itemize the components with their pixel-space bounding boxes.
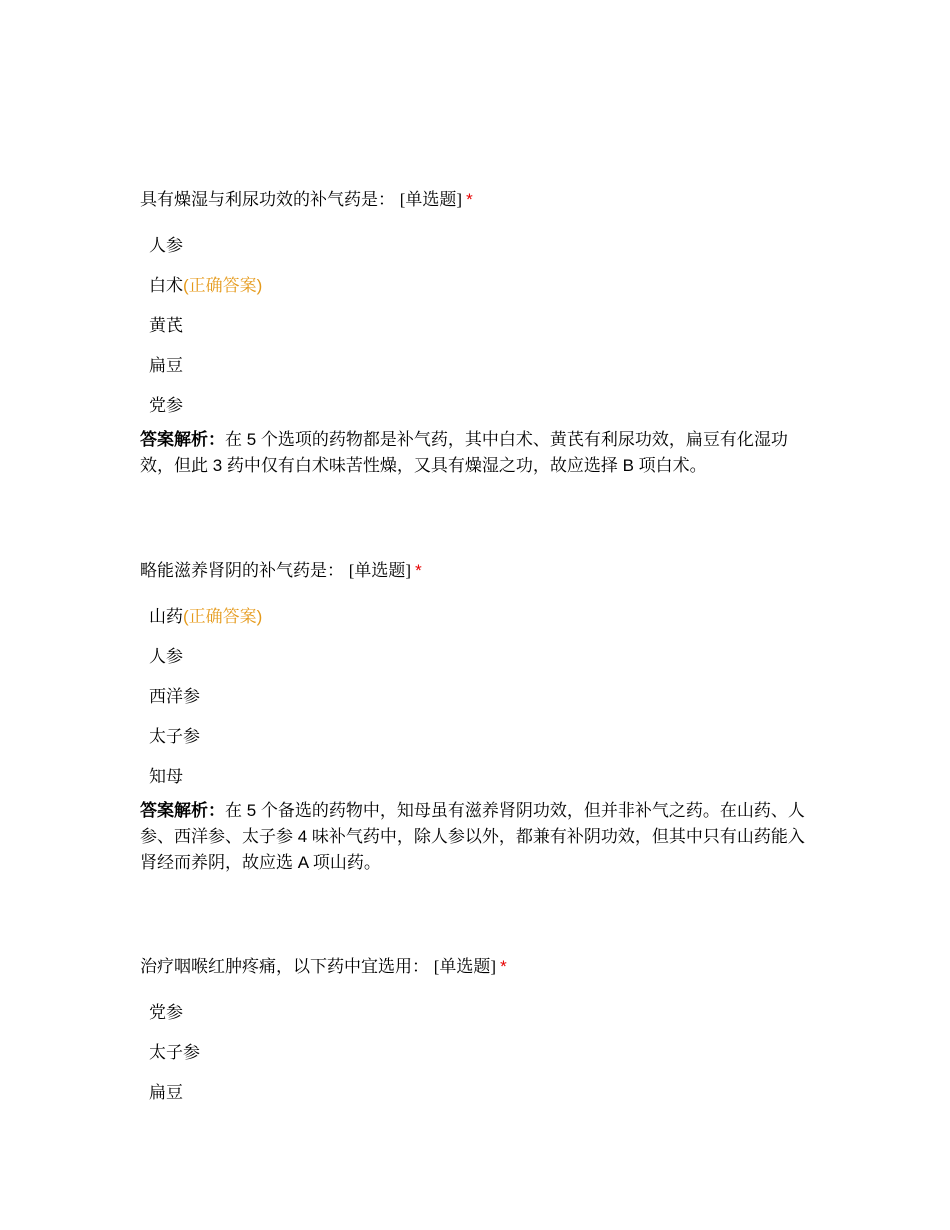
question-text: 略能滋养肾阴的补气药是： xyxy=(140,561,344,580)
question-3 xyxy=(140,956,820,1104)
option-label: 白术 xyxy=(149,276,183,295)
analysis-label: 答案解析： xyxy=(140,430,225,449)
option-item[interactable] xyxy=(149,315,820,337)
option-item[interactable] xyxy=(149,355,820,377)
option-label: 扁豆 xyxy=(149,1083,183,1102)
option-list xyxy=(140,1002,820,1104)
option-label: 党参 xyxy=(149,1003,183,1022)
option-label: 西洋参 xyxy=(149,687,200,706)
option-label: 太子参 xyxy=(149,1043,200,1062)
option-list xyxy=(140,606,820,788)
option-label: 黄芪 xyxy=(149,316,183,335)
option-label: 人参 xyxy=(149,236,183,255)
question-type: [单选题] xyxy=(433,957,497,976)
question-text: 具有燥湿与利尿功效的补气药是： xyxy=(140,190,395,209)
option-item[interactable] xyxy=(149,766,820,788)
required-marker: * xyxy=(500,957,507,976)
question-type: [单选题] xyxy=(399,190,463,209)
option-label: 人参 xyxy=(149,647,183,666)
question-1 xyxy=(140,189,820,479)
question-title xyxy=(140,560,820,582)
question-type: [单选题] xyxy=(348,561,412,580)
option-item[interactable] xyxy=(149,1002,820,1024)
option-label: 知母 xyxy=(149,767,183,786)
question-title xyxy=(140,189,820,211)
analysis-text: 在 5 个备选的药物中，知母虽有滋养肾阴功效，但并非补气之药。在山药、人参、西洋参、太子参 4 味补气药中，除人参以外，都兼有补阴功效，但其中只有山药能入肾经而养阴，故应选 A 项山药。 xyxy=(140,801,805,872)
option-item[interactable] xyxy=(149,686,820,708)
option-item[interactable] xyxy=(149,1082,820,1104)
question-2 xyxy=(140,560,820,876)
question-text: 治疗咽喉红肿疼痛，以下药中宜选用： xyxy=(140,957,429,976)
option-item[interactable] xyxy=(149,395,820,417)
option-label: 党参 xyxy=(149,396,183,415)
answer-analysis xyxy=(140,427,812,479)
answer-analysis xyxy=(140,798,812,876)
required-marker: * xyxy=(466,190,473,209)
option-label: 太子参 xyxy=(149,727,200,746)
option-item[interactable] xyxy=(149,275,820,297)
option-item[interactable] xyxy=(149,646,820,668)
option-item[interactable] xyxy=(149,235,820,257)
correct-answer-tag: (正确答案) xyxy=(183,607,263,626)
analysis-text: 在 5 个选项的药物都是补气药，其中白术、黄芪有利尿功效，扁豆有化湿功效，但此 3 药中仅有白术味苦性燥，又具有燥湿之功，故应选择 B 项白术。 xyxy=(140,430,788,475)
option-label: 山药 xyxy=(149,607,183,626)
option-item[interactable] xyxy=(149,726,820,748)
question-title xyxy=(140,956,820,978)
correct-answer-tag: (正确答案) xyxy=(183,276,263,295)
option-item[interactable] xyxy=(149,1042,820,1064)
option-label: 扁豆 xyxy=(149,356,183,375)
option-item[interactable] xyxy=(149,606,820,628)
analysis-label: 答案解析： xyxy=(140,801,225,820)
option-list xyxy=(140,235,820,417)
required-marker: * xyxy=(415,561,422,580)
